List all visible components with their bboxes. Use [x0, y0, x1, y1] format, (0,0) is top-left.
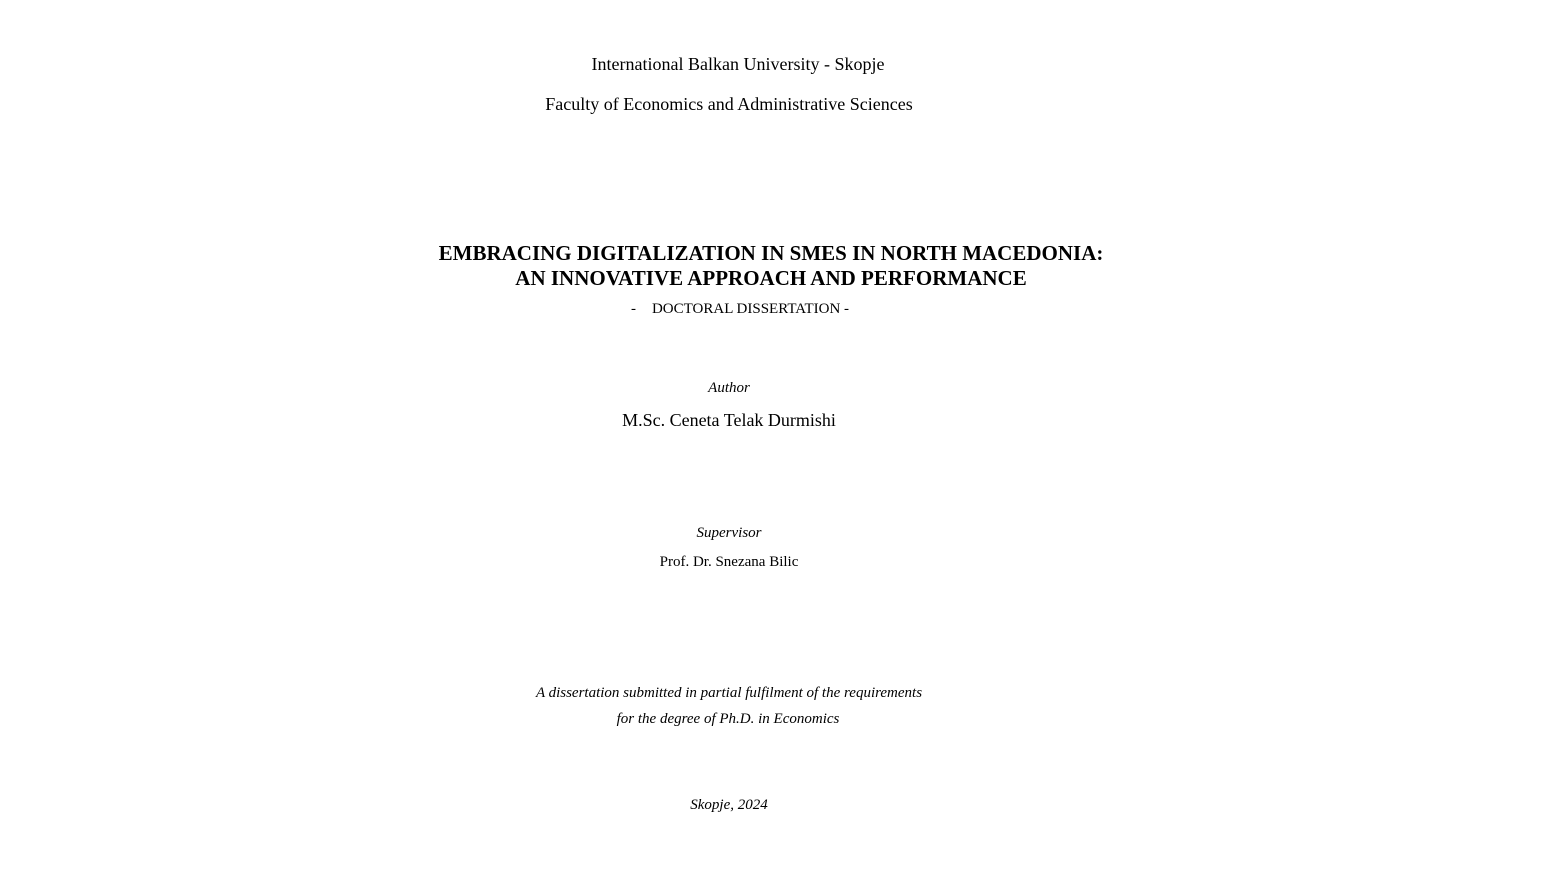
supervisor-label: Supervisor — [696, 525, 762, 541]
document-type — [631, 302, 849, 317]
university-name: International Balkan University - Skopje — [591, 54, 885, 74]
author-name: M.Sc. Ceneta Telak Durmishi — [622, 410, 836, 430]
document-type-label: DOCTORAL DISSERTATION - — [651, 301, 850, 317]
dissertation-title-line-2: AN INNOVATIVE APPROACH AND PERFORMANCE — [515, 266, 1027, 290]
author-label: Author — [708, 380, 750, 396]
dissertation-title-line-1: EMBRACING DIGITALIZATION IN SMES IN NORTH MACEDONIA: — [438, 241, 1104, 265]
faculty-name: Faculty of Economics and Administrative Sciences — [545, 94, 913, 114]
supervisor-name: Prof. Dr. Snezana Bilic — [659, 554, 799, 570]
document-type-lead-dash: - — [630, 301, 636, 317]
degree-statement-line-2: for the degree of Ph.D. in Economics — [616, 711, 840, 727]
degree-statement-line-1: A dissertation submitted in partial fulfilment of the requirements — [535, 685, 923, 701]
place-and-year: Skopje, 2024 — [690, 797, 768, 813]
